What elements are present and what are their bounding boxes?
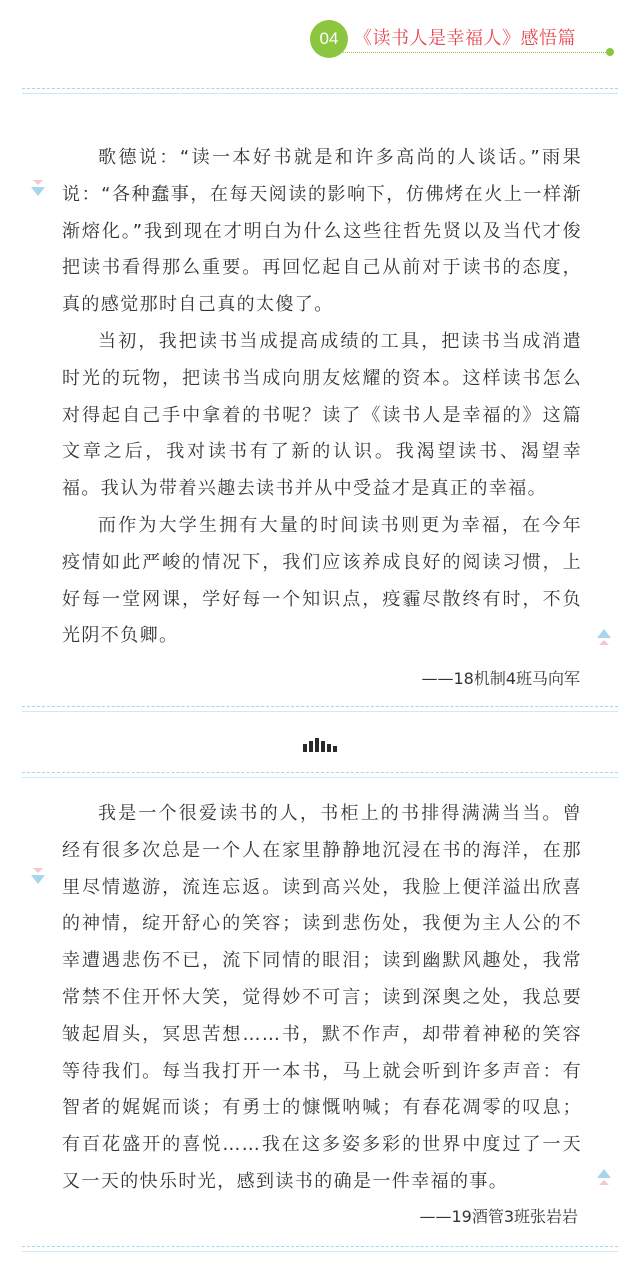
- essay-paragraph: 我是一个很爱读书的人，书柜上的书排得满满当当。曾经有很多次总是一个人在家里静静地沉浸在书的海洋，在那里尽情遨游，流连忘返。读到高兴处，我脸上便洋溢出欣喜的神情，绽开舒心的笑容；读到悲伤处，我便为主人公的不幸遭遇悲伤不已，流下同情的眼泪；读到幽默风趣处，我常常禁不住开怀大笑，觉得妙不可言；读到深奥之处，我总要皱起眉头，冥思苦想……书，默不作声，却带着神秘的笑容等待我们。每当我打开一本书，马上就会听到许多声音：有智者的娓娓而谈；有勇士的慷慨呐喊；有春花凋零的叹息；有百花盛开的喜悦……我在这多姿多彩的世界中度过了一天又一天的快乐时光，感到读书的确是一件幸福的事。: [62, 803, 582, 1192]
- section-header: [0, 0, 640, 70]
- section-title: 《读书人是幸福人》感悟篇: [354, 28, 576, 49]
- essay-paragraph: 而作为大学生拥有大量的时间读书则更为幸福，在今年疫情如此严峻的情况下，我们应该养成良好的阅读习惯，上好每一堂网课，学好每一个知识点，疫霾尽散终有时，不负光阴不负卿。: [62, 514, 582, 647]
- essay-paragraph: 歌德说：“读一本好书就是和许多高尚的人谈话。”雨果说：“各种蠢事，在每天阅读的影响下，仿佛烤在火上一样渐渐熔化。”我到现在才明白为什么这些往哲先贤以及当代才俊把读书看得那么重要。再回忆起自己从前对于读书的态度，真的感觉那时自己真的太傻了。: [62, 147, 582, 316]
- essay-section-2: [62, 796, 582, 1201]
- divider-bottom: [22, 1246, 618, 1252]
- essay-paragraph: 当初，我把读书当成提高成绩的工具，把读书当成消遣时光的玩物，把读书当成向朋友炫耀的资本。这样读书怎么对得起自己手中拿着的书呢？读了《读书人是幸福的》这篇文章之后，我对读书有了新的认识。我渴望读书、渴望幸福。我认为带着兴趣去读书并从中受益才是真正的幸福。: [62, 330, 582, 500]
- up-chevron-icon: [596, 626, 612, 648]
- header-dot: [606, 48, 614, 56]
- divider-middle-bottom: [22, 772, 618, 778]
- divider-middle-top: [22, 706, 618, 712]
- essay-section-1: [62, 140, 582, 655]
- divider-top: [22, 88, 618, 94]
- header-dotted-line: [318, 52, 608, 53]
- author-signature: ——19酒管3班张岩岩: [419, 1207, 578, 1226]
- down-chevron-icon: [30, 178, 46, 200]
- up-chevron-icon: [596, 1166, 612, 1188]
- bars-icon: [303, 738, 337, 752]
- author-signature: ——18机制4班马向军: [421, 669, 580, 688]
- section-number-badge: 04: [310, 20, 348, 58]
- down-chevron-icon: [30, 866, 46, 888]
